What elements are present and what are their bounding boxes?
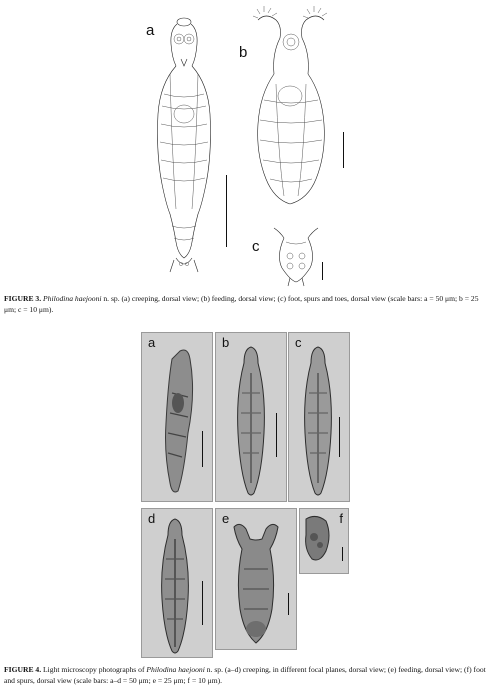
figure-4-caption-text: n. sp. (a–d) creeping, in different focal planes, dorsal view; (e) feeding, dorsal view; (f) foot and spurs, dorsal view (scale bars: a–d = 50 μm; e = 25 μm; f = 10 μm). <box>4 665 486 685</box>
fig3-drawing-creeping <box>140 14 230 284</box>
figure-3-caption-label: FIGURE 3. <box>4 294 42 303</box>
figure-4-caption-label: FIGURE 4. <box>4 665 42 674</box>
fig4-specimen-a <box>142 333 212 501</box>
fig4-scale-bar-d <box>202 581 203 625</box>
fig3-panel-label-b: b <box>239 44 248 61</box>
fig4-specimen-e <box>216 509 296 649</box>
fig3-drawing-foot <box>268 226 324 288</box>
fig4-scale-bar-a <box>202 431 203 467</box>
fig4-scale-bar-f <box>342 547 343 561</box>
fig3-panel-label-a: a <box>146 22 155 39</box>
fig4-photo-d <box>141 508 213 658</box>
figure-4-caption-pre: Light microscopy photographs of <box>41 665 147 674</box>
fig4-photo-b <box>215 332 287 502</box>
fig4-photo-a <box>141 332 213 502</box>
fig3-drawing-feeding <box>250 4 332 214</box>
figure-4-caption-species: Philodina haejooni <box>146 665 205 674</box>
figure-3-caption <box>4 294 488 315</box>
fig4-scale-bar-e <box>288 593 289 615</box>
fig4-panel-label-c: c <box>295 335 302 350</box>
figure-3-caption-text: n. sp. (a) creeping, dorsal view; (b) feeding, dorsal view; (c) foot, spurs and toes, dorsal view (scale bars: a = 50 μm; b = 25 μm; c = 10 μm). <box>4 294 479 314</box>
figure-3-caption-species: Philodina haejooni <box>43 294 102 303</box>
fig4-panel-label-e: e <box>222 511 230 526</box>
figure-4-caption <box>4 665 488 686</box>
fig4-panel-label-d: d <box>148 511 156 526</box>
fig4-photo-f <box>299 508 349 574</box>
fig4-photo-c <box>288 332 350 502</box>
fig3-scale-bar-c <box>322 262 323 280</box>
fig4-scale-bar-b <box>276 413 277 457</box>
fig3-panel-label-c: c <box>252 238 260 255</box>
fig4-panel-label-b: b <box>222 335 230 350</box>
fig3-scale-bar-a <box>226 175 227 247</box>
fig4-panel-label-f: f <box>339 511 343 526</box>
fig4-scale-bar-c <box>339 417 340 457</box>
fig3-scale-bar-b <box>343 132 344 168</box>
fig4-photo-e <box>215 508 297 650</box>
fig4-panel-label-a: a <box>148 335 156 350</box>
